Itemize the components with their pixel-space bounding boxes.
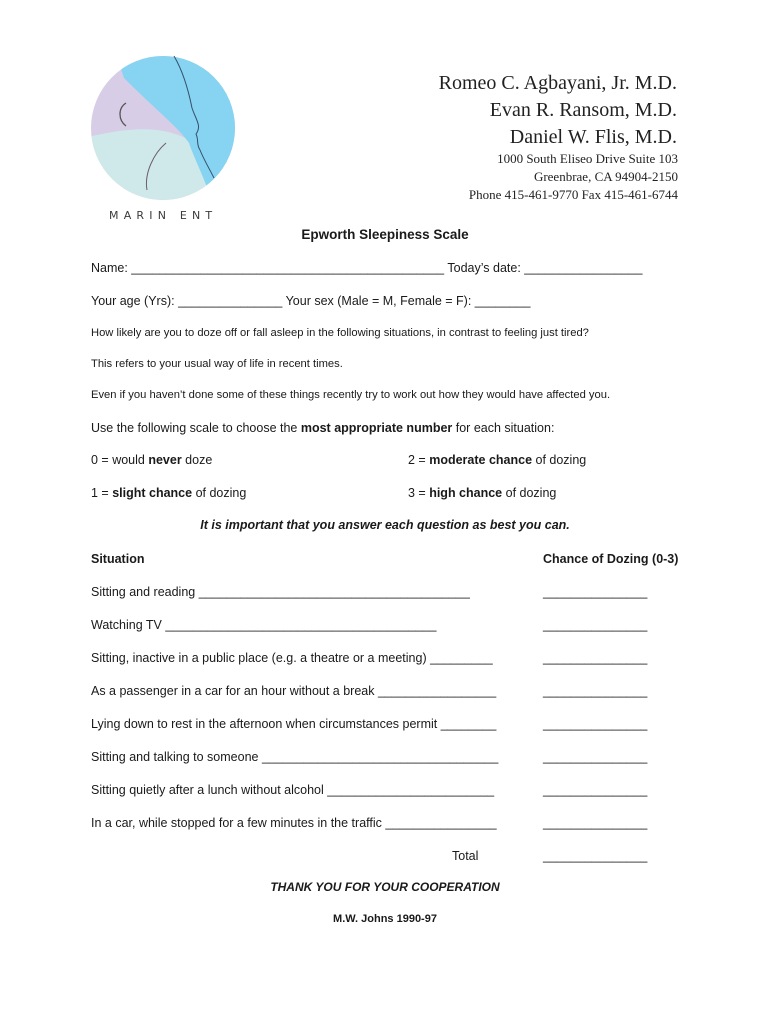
intro-usual-life: This refers to your usual way of life in recent times. bbox=[91, 358, 343, 370]
answer-field-4[interactable]: _______________ bbox=[543, 684, 648, 698]
age-sex-line[interactable]: Your age (Yrs): _______________ Your sex (Male = M, Female = F): ________ bbox=[91, 294, 531, 308]
situation-4: As a passenger in a car for an hour without a break _________________ bbox=[91, 684, 497, 698]
name-date-line[interactable]: Name: _____________________________________________ Today’s date: _________________ bbox=[91, 261, 643, 275]
intro-question: How likely are you to doze off or fall asleep in the following situations, in contrast to feeling just tired? bbox=[91, 327, 589, 339]
situation-8: In a car, while stopped for a few minutes in the traffic ________________ bbox=[91, 816, 497, 830]
doctor-name-1: Romeo C. Agbayani, Jr. M.D. bbox=[438, 72, 677, 94]
logo-wordmark: MARIN ENT bbox=[109, 209, 218, 222]
doctor-name-2: Evan R. Ransom, M.D. bbox=[489, 99, 677, 121]
chance-header: Chance of Dozing (0-3) bbox=[543, 552, 679, 566]
answer-field-7[interactable]: _______________ bbox=[543, 783, 648, 797]
address-street: 1000 South Eliseo Drive Suite 103 bbox=[497, 151, 678, 166]
total-label: Total bbox=[452, 849, 479, 863]
marin-ent-logo-icon bbox=[84, 48, 244, 208]
intro-even-if: Even if you haven’t done some of these things recently try to work out how they would have affected you. bbox=[91, 389, 611, 401]
situation-7: Sitting quietly after a lunch without alcohol ________________________ bbox=[91, 783, 495, 797]
answer-field-1[interactable]: _______________ bbox=[543, 585, 648, 599]
address-city: Greenbrae, CA 94904-2150 bbox=[533, 169, 678, 184]
scale-option-1: 1 = slight chance of dozing bbox=[91, 486, 247, 500]
form-title: Epworth Sleepiness Scale bbox=[301, 227, 469, 242]
scale-instructions: Use the following scale to choose the most appropriate number for each situation: bbox=[91, 421, 555, 435]
thank-you-note: THANK YOU FOR YOUR COOPERATION bbox=[270, 880, 500, 894]
answer-field-2[interactable]: _______________ bbox=[543, 618, 648, 632]
situation-6: Sitting and talking to someone __________________________________ bbox=[91, 750, 499, 764]
answer-field-8[interactable]: _______________ bbox=[543, 816, 648, 830]
scale-option-3: 3 = high chance of dozing bbox=[408, 486, 557, 500]
answer-field-5[interactable]: _______________ bbox=[543, 717, 648, 731]
total-field[interactable]: _______________ bbox=[543, 849, 648, 863]
answer-field-3[interactable]: _______________ bbox=[543, 651, 648, 665]
citation: M.W. Johns 1990-97 bbox=[333, 913, 437, 925]
scale-option-2: 2 = moderate chance of dozing bbox=[408, 453, 587, 467]
situation-3: Sitting, inactive in a public place (e.g. a theatre or a meeting) _________ bbox=[91, 651, 493, 665]
answer-field-6[interactable]: _______________ bbox=[543, 750, 648, 764]
situation-1: Sitting and reading _______________________________________ bbox=[91, 585, 470, 599]
scale-option-0: 0 = would never doze bbox=[91, 453, 213, 467]
address-phone-fax: Phone 415-461-9770 Fax 415-461-6744 bbox=[468, 187, 678, 202]
important-note: It is important that you answer each question as best you can. bbox=[200, 518, 570, 532]
situation-header: Situation bbox=[91, 552, 145, 566]
situation-2: Watching TV _______________________________________ bbox=[91, 618, 437, 632]
doctor-name-3: Daniel W. Flis, M.D. bbox=[509, 126, 677, 148]
situation-5: Lying down to rest in the afternoon when circumstances permit ________ bbox=[91, 717, 497, 731]
